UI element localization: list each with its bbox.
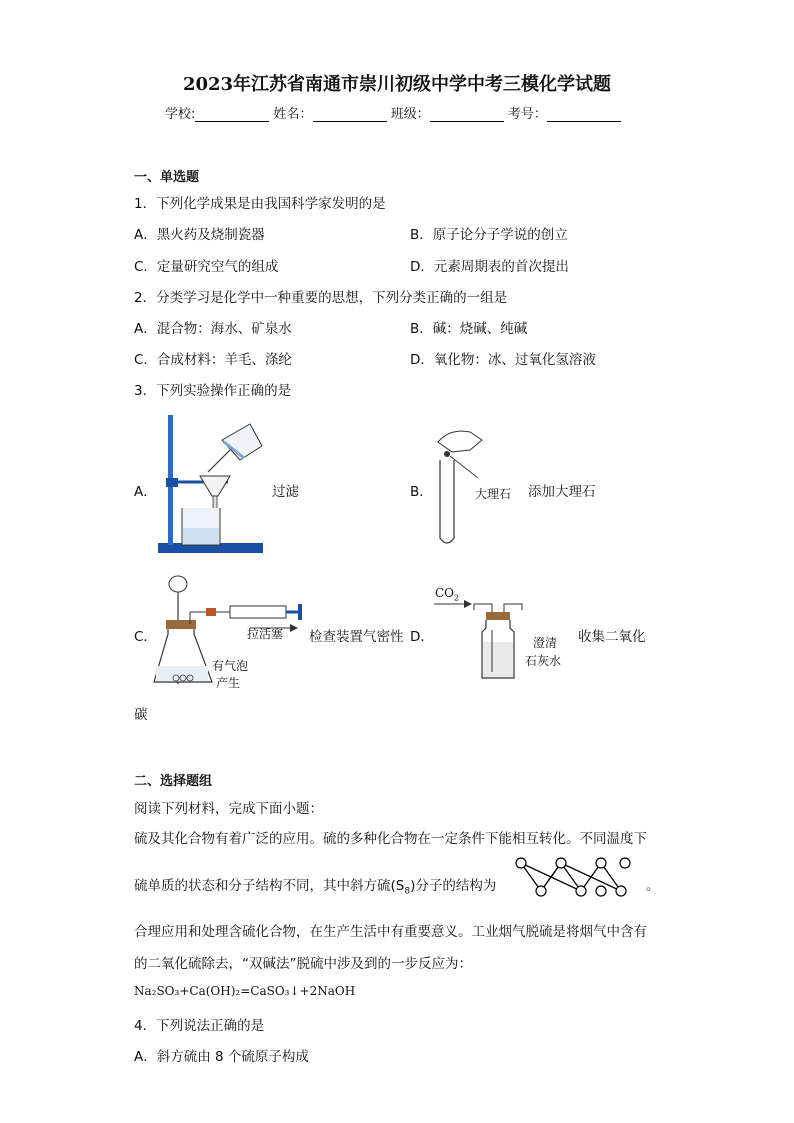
question-1-stem: 1．下列化学成果是由我国科学家发明的是	[134, 196, 386, 212]
flask-liquid	[156, 666, 208, 681]
question-3-option-c-letter[interactable]: C．	[134, 629, 157, 645]
syringe-plunger-handle	[298, 604, 302, 620]
sulfur-atom	[516, 858, 526, 868]
sulfur-atom	[596, 858, 606, 868]
sulfur-atom	[556, 858, 566, 868]
co2-arrow-head	[464, 600, 472, 608]
question-3-option-b-caption: 添加大理石	[528, 484, 596, 500]
section-heading-choice-group: 二、选择题组	[134, 774, 213, 789]
question-3-option-c-caption: 检查装置气密性	[309, 629, 404, 645]
name-label: 姓名：	[273, 107, 313, 122]
question-1-option-d[interactable]: D．元素周期表的首次提出	[410, 259, 569, 275]
question-4-stem: 4．下列说法正确的是	[134, 1018, 265, 1034]
sulfur-atom	[536, 886, 546, 896]
question-2-option-d[interactable]: D．氧化物：冰、过氧化氢溶液	[410, 352, 596, 368]
s8-bond	[521, 863, 581, 891]
bubbles-label-line1: 有气泡	[212, 659, 249, 673]
question-3-option-d-caption-wrap: 碳	[134, 707, 148, 723]
funnel	[200, 476, 230, 496]
sulfur-atom	[620, 858, 630, 868]
material-paragraph-line4: 的二氧化硫除去，“双碱法”脱硫中涉及到的一步反应为：	[134, 956, 472, 972]
marble-label: 大理石	[475, 487, 512, 501]
exam-no-blank[interactable]	[547, 107, 621, 122]
name-blank[interactable]	[313, 107, 387, 122]
section-heading-single-choice: 一、单选题	[134, 170, 200, 185]
question-2-option-c[interactable]: C．合成材料：羊毛、涤纶	[134, 352, 292, 368]
question-1-option-c[interactable]: C．定量研究空气的组成	[134, 259, 279, 275]
student-info-line	[165, 103, 621, 122]
marble-chip	[444, 451, 450, 457]
limewater	[483, 642, 513, 677]
question-3-option-b-letter[interactable]: B．	[410, 484, 433, 500]
material-paragraph-line2	[134, 874, 496, 897]
limewater-label-line2: 石灰水	[525, 654, 562, 668]
question-2-option-a[interactable]: A．混合物：海水、矿泉水	[134, 321, 292, 337]
school-blank[interactable]	[195, 107, 269, 122]
question-3-option-a-letter[interactable]: A．	[134, 484, 157, 500]
question-3-stem: 3．下列实验操作正确的是	[134, 383, 292, 399]
bottle-stopper	[486, 612, 510, 620]
filtration-apparatus-figure	[150, 410, 270, 560]
material-line2-text-end: )分子的结构为	[410, 878, 497, 894]
hand-icon	[438, 431, 482, 452]
pull-plunger-label: 拉活塞	[247, 627, 284, 641]
page-title: 2023年江苏省南通市崇川初级中学中考三模化学试题	[182, 74, 612, 95]
thistle-funnel-bulb	[169, 576, 187, 592]
sulfur-atom	[616, 886, 626, 896]
material-line2-text: 硫单质的状态和分子结构不同，其中斜方硫(S	[134, 878, 405, 894]
sulfur-atom	[596, 886, 606, 896]
material-paragraph-line3: 合理应用和处理含硫化合物，在生产生活中有重要意义。工业烟气脱硫是将烟气中含有	[134, 924, 647, 940]
beaker-liquid	[183, 528, 219, 544]
gas-washing-bottle-figure	[430, 598, 540, 684]
co2-label-text: CO	[435, 586, 455, 600]
rubber-tube	[206, 608, 216, 616]
pull-arrow-head	[290, 624, 298, 632]
clamp	[166, 478, 178, 487]
test-tube	[440, 460, 454, 543]
question-4-option-a[interactable]: A．斜方硫由 8 个硫原子构成	[134, 1049, 309, 1065]
question-1-option-a[interactable]: A．黑火药及烧制瓷器	[134, 227, 265, 243]
class-label: 班级：	[390, 107, 430, 122]
glass-rod	[208, 450, 230, 472]
flask-stopper	[166, 620, 196, 629]
s8-molecule-structure	[513, 855, 633, 899]
school-label: 学校:	[165, 107, 196, 122]
reaction-equation: Na₂SO₃+Ca(OH)₂=CaSO₃↓+2NaOH	[134, 984, 356, 998]
class-blank[interactable]	[430, 107, 504, 122]
question-2-option-b[interactable]: B．碱：烧碱、纯碱	[410, 321, 528, 337]
material-line2-period: 。	[646, 878, 660, 894]
question-3-option-d-caption: 收集二氧化	[578, 629, 646, 645]
material-paragraph-line1: 硫及其化合物有着广泛的应用。硫的多种化合物在一定条件下能相互转化。不同温度下	[134, 831, 647, 847]
exam-no-label: 考号：	[507, 107, 547, 122]
reading-intro: 阅读下列材料，完成下面小题：	[134, 801, 323, 817]
co2-label-subscript: 2	[454, 593, 460, 603]
syringe-barrel	[230, 606, 286, 618]
s8-bond	[561, 863, 621, 891]
s8-subscript: 8	[404, 886, 411, 897]
bubbles-label-line2: 产生	[216, 676, 241, 690]
limewater-label-line1: 澄清	[533, 636, 558, 650]
question-2-stem: 2．分类学习是化学中一种重要的思想，下列分类正确的一组是	[134, 290, 508, 306]
question-3-option-d-letter[interactable]: D．	[410, 629, 434, 645]
question-3-option-a-caption: 过滤	[272, 484, 299, 500]
sulfur-atom	[576, 886, 586, 896]
question-1-option-b[interactable]: B．原子论分子学说的创立	[410, 227, 568, 243]
